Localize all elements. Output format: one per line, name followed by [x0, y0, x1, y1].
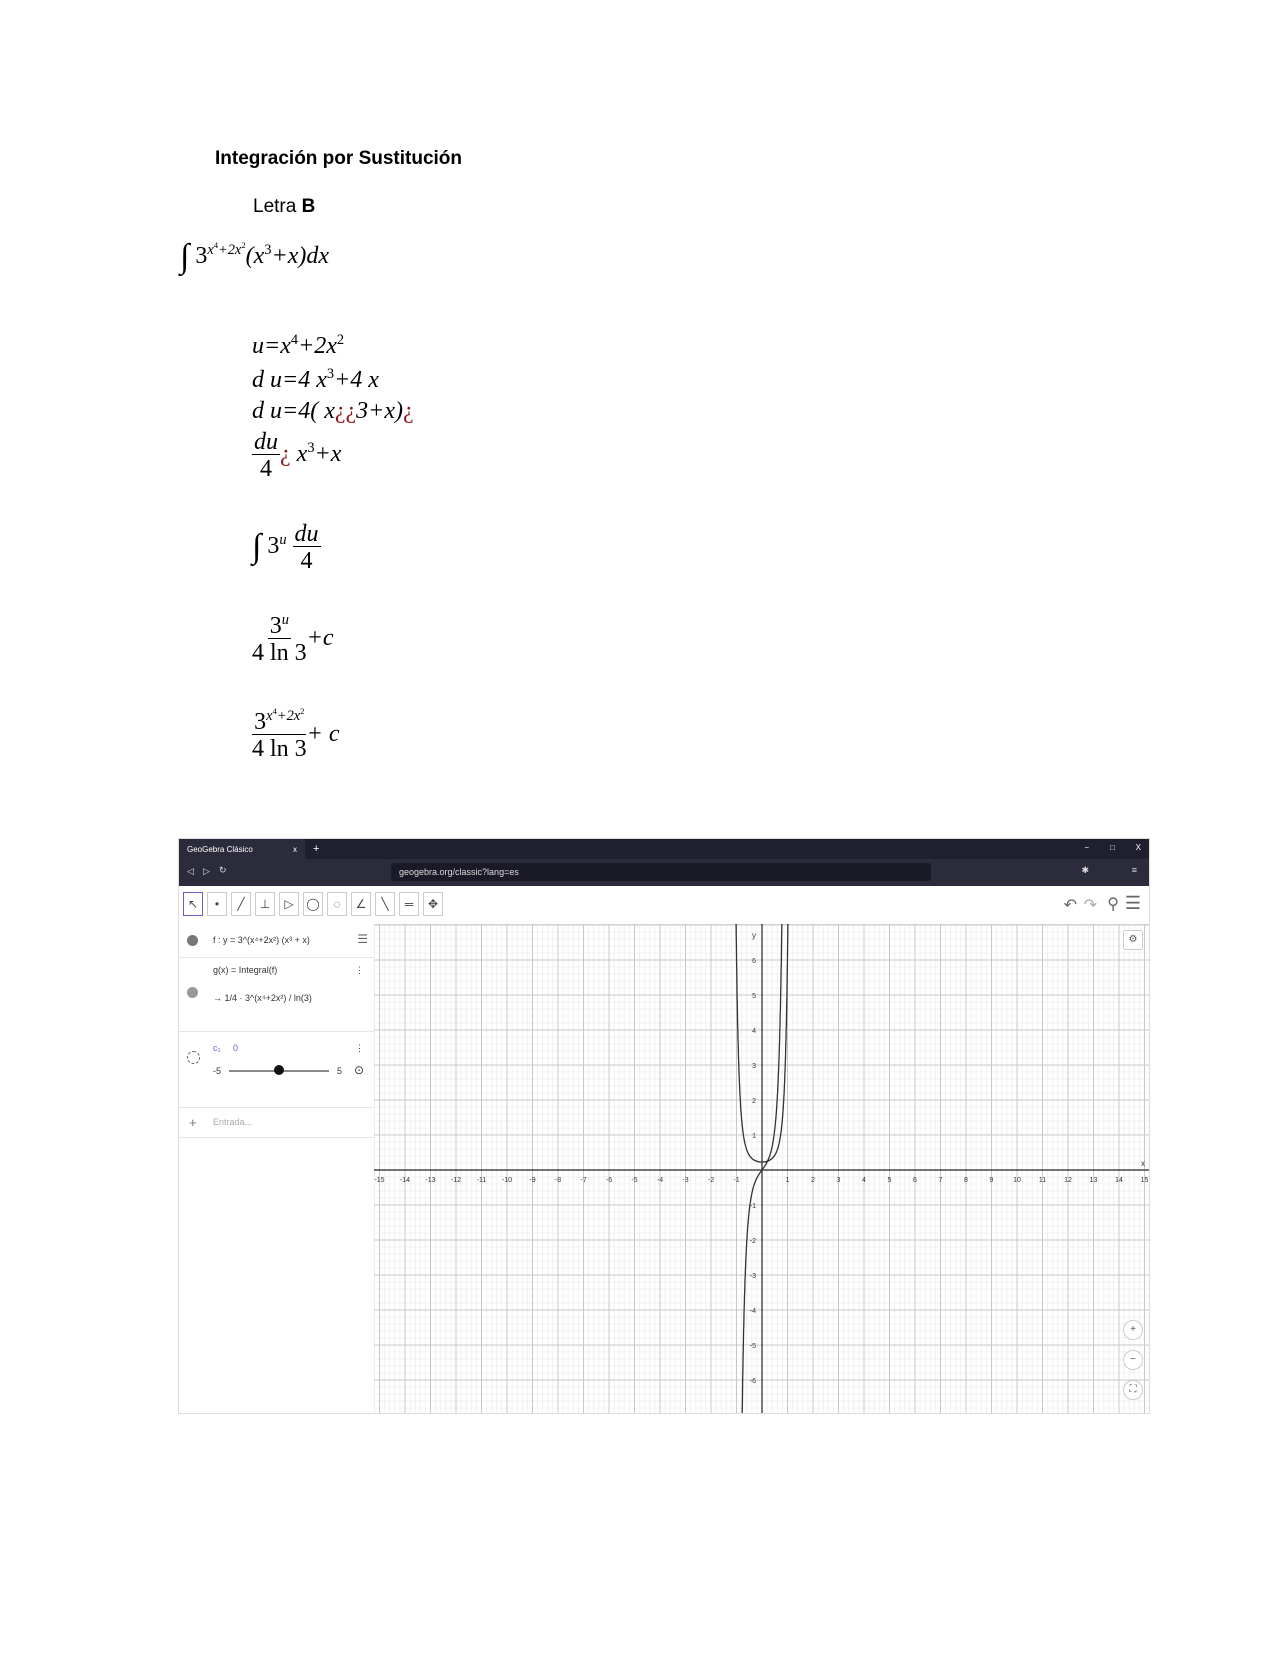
- x-tick-label: -11: [476, 1177, 487, 1184]
- algebra-sort-icon[interactable]: ☰: [357, 932, 368, 946]
- result-u: $\frac{3^u}{4 \ln 3}$ +c: [252, 612, 334, 666]
- x-tick-label: -6: [605, 1177, 613, 1184]
- x-tick-label: 3: [836, 1177, 841, 1184]
- c1-value: 0: [233, 1043, 239, 1053]
- x-tick-label: 4: [862, 1177, 866, 1184]
- x-tick-label: 8: [964, 1177, 968, 1184]
- algebra-row-f[interactable]: [179, 924, 374, 958]
- y-axis-label: y: [752, 931, 756, 940]
- result-x: $\frac{3^{x^4+2x^2}}{4 \ln 3}$ + c: [252, 706, 340, 762]
- f-definition: f : y = 3^(x⁴+2x²) (x³ + x): [213, 935, 310, 945]
- y-tick-label: 4: [752, 1028, 756, 1035]
- fullscreen-icon[interactable]: ⛶: [1123, 1380, 1143, 1400]
- x-tick-label: 7: [938, 1177, 943, 1184]
- x-tick-label: 15: [1140, 1177, 1149, 1184]
- y-tick-label: 1: [752, 1133, 756, 1140]
- x-tick-label: -14: [399, 1177, 411, 1184]
- polygon-tool-icon[interactable]: ▷: [279, 892, 299, 916]
- algebra-view: [179, 924, 375, 1413]
- x-tick-label: 10: [1013, 1177, 1021, 1184]
- y-tick-label: -4: [749, 1308, 756, 1315]
- visibility-toggle-f[interactable]: [187, 935, 198, 946]
- slider-tool-icon[interactable]: ═: [399, 892, 419, 916]
- g-result: → 1/4 · 3^(x⁴+2x²) / ln(3): [213, 993, 312, 1003]
- zoom-in-icon[interactable]: +: [1123, 1320, 1143, 1340]
- undo-icon[interactable]: ↶: [1063, 897, 1077, 914]
- browser-urlbar: [179, 859, 1149, 886]
- close-window-icon[interactable]: X: [1135, 843, 1141, 852]
- more-options-icon[interactable]: ⋮: [355, 965, 364, 975]
- browser-tabbar: [179, 839, 1149, 859]
- x-tick-label: -4: [656, 1177, 664, 1184]
- graphics-view[interactable]: [374, 924, 1149, 1413]
- page-title: Integración por Sustitución: [215, 148, 463, 169]
- y-tick-label: 5: [752, 993, 756, 1000]
- point-tool-icon[interactable]: •: [207, 892, 227, 916]
- x-tick-label: -12: [450, 1177, 462, 1184]
- x-tick-label: 5: [887, 1177, 892, 1184]
- slider-handle[interactable]: [274, 1065, 284, 1075]
- y-tick-label: 6: [752, 958, 756, 965]
- reload-icon[interactable]: ↻: [219, 865, 227, 875]
- x-tick-label: 6: [913, 1177, 917, 1184]
- y-tick-label: -3: [749, 1273, 756, 1280]
- integral-u: ∫ 3$^u$ $\frac{du}{4}$: [252, 521, 319, 574]
- circle-tool-icon[interactable]: ◯: [303, 892, 323, 916]
- forward-icon[interactable]: ▷: [203, 866, 210, 876]
- algebra-row-g[interactable]: [179, 957, 374, 1032]
- search-icon[interactable]: ⚲: [1107, 896, 1119, 913]
- play-icon[interactable]: ⊙: [354, 1063, 365, 1077]
- reflect-tool-icon[interactable]: ╲: [375, 892, 395, 916]
- browser-tab[interactable]: [179, 839, 305, 859]
- visibility-toggle-g[interactable]: [187, 987, 198, 998]
- geogebra-toolbar: [179, 886, 1149, 925]
- angle-tool-icon[interactable]: ∠: [351, 892, 371, 916]
- y-tick-label: -1: [749, 1203, 756, 1210]
- minimize-icon[interactable]: −: [1084, 843, 1089, 852]
- x-tick-label: 13: [1089, 1177, 1098, 1184]
- algebra-input[interactable]: Entrada...: [213, 1117, 253, 1127]
- y-tick-label: 2: [752, 1098, 756, 1105]
- sub-du-line: d u=4 $x^3+4$ x: [252, 366, 379, 393]
- y-tick-label: -5: [749, 1343, 756, 1350]
- c1-label: c₁: [213, 1043, 221, 1053]
- x-tick-label: 1: [785, 1177, 790, 1184]
- slider-min: -5: [213, 1066, 222, 1076]
- maximize-icon[interactable]: □: [1110, 843, 1115, 852]
- hamburger-menu-icon[interactable]: ☰: [1124, 893, 1141, 913]
- y-tick-label: -2: [749, 1238, 756, 1245]
- add-icon: +: [189, 1115, 197, 1130]
- x-tick-label: -9: [529, 1177, 536, 1184]
- x-tick-label: 14: [1115, 1177, 1123, 1184]
- back-icon[interactable]: ◁: [187, 866, 194, 876]
- y-tick-label: 3: [752, 1063, 756, 1070]
- url-input[interactable]: geogebra.org/classic?lang=es: [391, 863, 931, 881]
- x-tick-label: -10: [501, 1177, 513, 1184]
- more-options-icon[interactable]: ⋮: [355, 1043, 364, 1053]
- x-tick-label: -15: [374, 1177, 385, 1184]
- tab-close-icon[interactable]: x: [293, 844, 297, 854]
- visibility-toggle-c1[interactable]: [187, 1051, 200, 1064]
- graph-canvas[interactable]: [374, 924, 1149, 1413]
- x-tick-label: 12: [1064, 1177, 1072, 1184]
- letra-label: Letra B: [253, 196, 316, 217]
- algebra-row-c1[interactable]: [179, 1031, 374, 1108]
- line-tool-icon[interactable]: ╱: [231, 892, 251, 916]
- sub-u-line: $u=x^4+2x^2$: [252, 332, 345, 359]
- extensions-icon[interactable]: ✱: [1081, 865, 1089, 875]
- move-tool-icon[interactable]: ↖: [183, 892, 203, 916]
- x-tick-label: 2: [811, 1177, 815, 1184]
- x-tick-label: -5: [631, 1177, 638, 1184]
- sub-du-factored-line: d u=4( x¿¿3+x)¿: [252, 398, 414, 424]
- slider-max: 5: [337, 1066, 343, 1076]
- conic-tool-icon[interactable]: ◌: [327, 892, 347, 916]
- menu-icon[interactable]: ≡: [1131, 865, 1137, 875]
- x-tick-label: -8: [554, 1177, 562, 1184]
- x-tick-label: -13: [425, 1177, 436, 1184]
- perpendicular-tool-icon[interactable]: ⊥: [255, 892, 275, 916]
- x-tick-label: -2: [707, 1177, 715, 1184]
- move-view-tool-icon[interactable]: ✥: [423, 892, 443, 916]
- x-tick-label: -7: [580, 1177, 587, 1184]
- integral-expression: ∫ $3^{x^4+2x^2}(x^3+x)dx$: [180, 238, 329, 275]
- redo-icon[interactable]: ↷: [1083, 897, 1097, 914]
- x-tick-label: 9: [989, 1177, 994, 1184]
- x-tick-label: 11: [1038, 1177, 1047, 1184]
- graphics-style-icon[interactable]: ⚙: [1123, 930, 1143, 950]
- algebra-input-row[interactable]: [179, 1107, 374, 1138]
- x-tick-label: -1: [733, 1177, 740, 1184]
- x-tick-label: -3: [682, 1177, 689, 1184]
- zoom-out-icon[interactable]: −: [1123, 1350, 1143, 1370]
- sub-frac-line: $\frac{du}{4}$ ¿ $x^3+x$: [254, 429, 342, 482]
- y-tick-label: -6: [749, 1378, 756, 1385]
- x-axis-label: x: [1141, 1159, 1145, 1168]
- new-tab-icon[interactable]: +: [313, 843, 320, 855]
- tab-title: GeoGebra Clásico: [187, 844, 253, 854]
- geogebra-screenshot: [178, 838, 1150, 1414]
- g-definition: g(x) = Integral(f): [213, 965, 278, 975]
